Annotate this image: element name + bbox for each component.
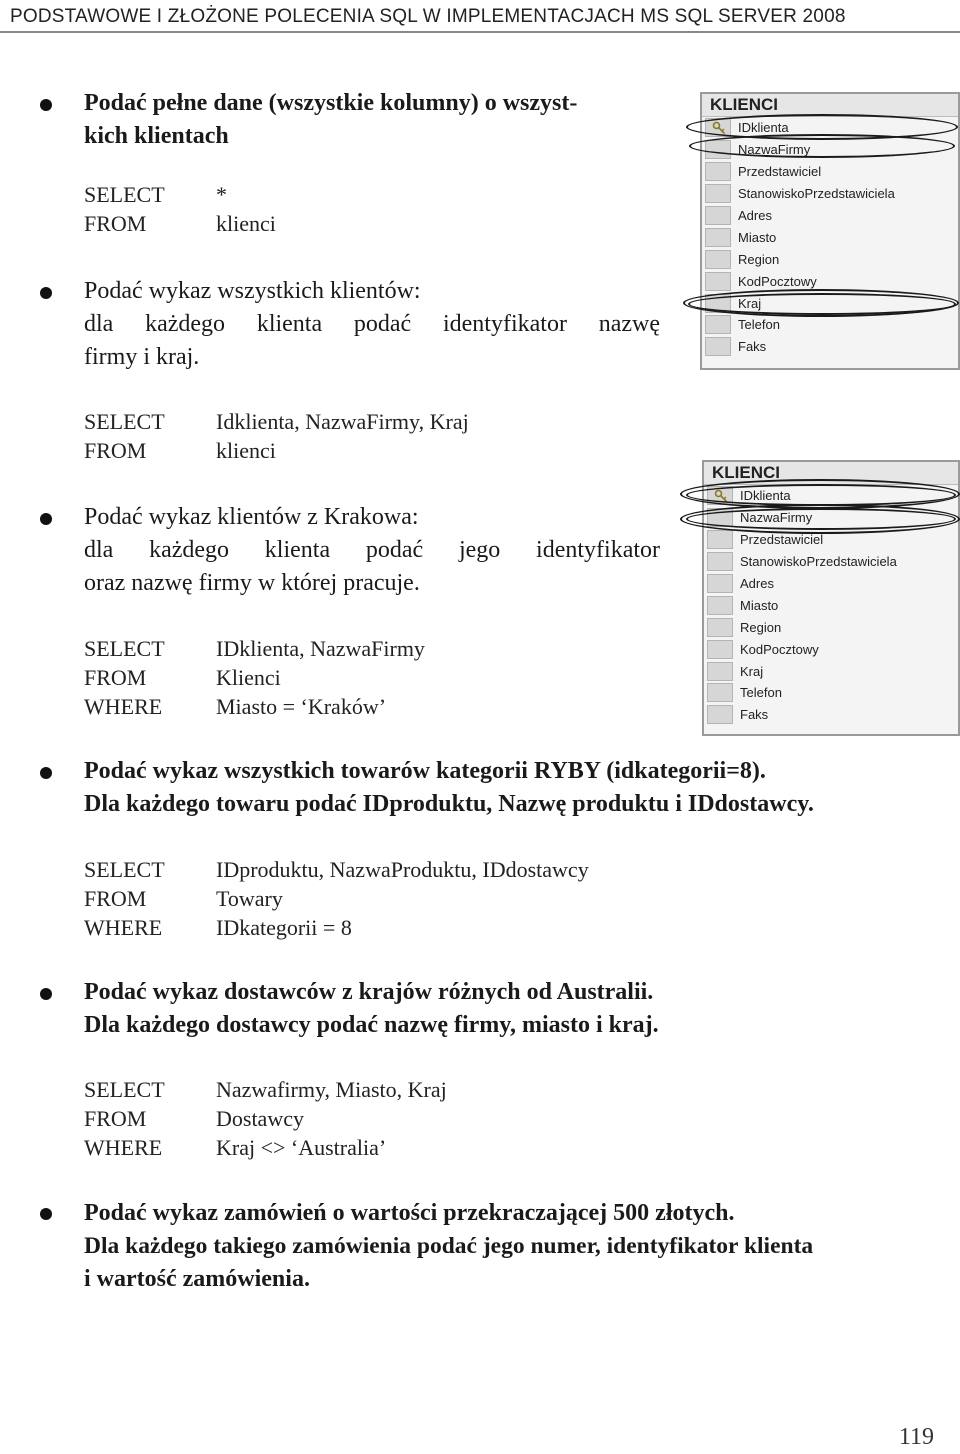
table-field-row [702,314,958,336]
task-5-line-1: Podać wykaz dostawców z krajów różnych od Australii. [84,979,654,1005]
row-selector [705,315,731,334]
row-selector [705,162,731,181]
table-field: Faks [740,707,769,723]
sql-5 [84,1075,447,1162]
row-selector [707,640,733,659]
row-selector [707,508,733,527]
table-diagram-klienci-1 [700,92,960,370]
page-header: PODSTAWOWE I ZŁOŻONE POLECENIA SQL W IMPLEMENTACJACH MS SQL SERVER 2008 [10,6,846,27]
table-field-row [702,161,958,183]
row-selector [707,596,733,615]
task-3-line-3: oraz nazwę firmy w której pracuje. [84,570,420,596]
table-field: NazwaFirmy [738,142,811,158]
sql-row [84,209,276,238]
sql-keyword: SELECT [84,636,165,661]
table-field-row [702,183,958,205]
table-field: Faks [738,339,767,355]
table-field: IDklienta [738,120,789,136]
row-selector [705,118,731,137]
table-field-row [704,660,958,682]
sql-keyword: WHERE [84,694,163,719]
table-field: KodPocztowy [738,273,817,289]
task-6 [84,1197,958,1296]
table-field-row [702,292,958,314]
sql-argument: Miasto = ‘Kraków’ [216,694,387,719]
sql-1 [84,180,276,238]
task-3 [84,501,660,600]
table-field-row [704,485,958,507]
row-selector [705,272,731,291]
sql-row [84,634,425,663]
sql-argument: Nazwafirmy, Miasto, Kraj [216,1077,447,1102]
row-selector [707,683,733,702]
sql-argument: Idklienta, NazwaFirmy, Kraj [216,409,469,434]
bullet [40,99,52,111]
sql-argument: Kraj <> ‘Australia’ [216,1135,387,1160]
table-field-row [704,594,958,616]
sql-argument: klienci [216,438,276,463]
table-field: Region [740,619,782,635]
table-title: KLIENCI [702,94,958,117]
sql-keyword: SELECT [84,409,165,434]
table-field-row [702,226,958,248]
task-3-line-1: Podać wykaz klientów z Krakowa: [84,504,419,530]
sql-4 [84,855,589,942]
key-icon [714,489,728,503]
header-rule [0,31,960,33]
bullet [40,513,52,525]
task-2-line-2: dla każdego klienta podać identyfikator nazwę [84,311,660,337]
task-4 [84,755,954,821]
row-selector [705,250,731,269]
table-field-row [702,205,958,227]
table-field: StanowiskoPrzedstawiciela [740,554,897,570]
sql-keyword: SELECT [84,857,165,882]
sql-argument: IDkategorii = 8 [216,915,352,940]
sql-argument: * [216,182,227,207]
sql-2 [84,407,469,465]
table-field-row [702,117,958,139]
table-field-row [704,638,958,660]
sql-keyword: FROM [84,886,147,911]
row-selector [705,228,731,247]
table-field-row [704,616,958,638]
sql-argument: Dostawcy [216,1106,304,1131]
table-field-row [702,139,958,161]
task-2-line-3: firmy i kraj. [84,344,200,370]
task-1-line-1: Podać pełne dane (wszystkie kolumny) o wszyst- [84,90,578,116]
table-field: Telefon [740,685,782,701]
task-1-line-2: kich klientach [84,123,229,149]
sql-keyword: SELECT [84,182,165,207]
table-field: Telefon [738,317,780,333]
sql-argument: Klienci [216,665,281,690]
table-field: Miasto [740,597,779,613]
sql-keyword: WHERE [84,1135,163,1160]
sql-row [84,884,589,913]
bullet [40,767,52,779]
sql-argument: IDklienta, NazwaFirmy [216,636,425,661]
table-field-row [702,248,958,270]
table-field: KodPocztowy [740,641,819,657]
sql-keyword: FROM [84,438,147,463]
sql-3 [84,634,425,721]
bullet [40,1208,52,1220]
sql-row [84,1133,447,1162]
task-1 [84,87,664,153]
sql-row [84,1075,447,1104]
table-field: IDklienta [740,488,791,504]
row-selector [707,574,733,593]
table-field: Adres [740,576,774,591]
sql-keyword: FROM [84,1106,147,1131]
table-field: Przedstawiciel [738,164,822,180]
task-6-line-3: i wartość zamówienia. [84,1266,310,1292]
sql-row [84,1104,447,1133]
bullet [40,287,52,299]
row-selector [707,486,733,505]
table-field-row [704,507,958,529]
task-6-line-2: Dla każdego takiego zamówienia podać jego numer, identyfikator klienta [84,1233,814,1259]
bullet [40,988,52,1000]
row-selector [707,552,733,571]
row-selector [705,294,731,313]
row-selector [705,140,731,159]
table-field-row [702,336,958,358]
sql-keyword: FROM [84,211,147,236]
table-field-row [704,573,958,595]
table-field: Przedstawiciel [740,532,824,548]
key-icon [712,121,726,135]
table-field: Miasto [738,229,777,245]
row-selector [705,184,731,203]
sql-keyword: SELECT [84,1077,165,1102]
sql-row [84,180,276,209]
sql-keyword: FROM [84,665,147,690]
row-selector [707,705,733,724]
sql-row [84,692,425,721]
task-6-line-1: Podać wykaz zamówień o wartości przekraczającej 500 złotych. [84,1200,735,1226]
table-field-row [704,551,958,573]
sql-row [84,663,425,692]
table-field-row [704,682,958,704]
task-5-line-2: Dla każdego dostawcy podać nazwę firmy, miasto i kraj. [84,1012,659,1038]
sql-row [84,407,469,436]
sql-argument: klienci [216,211,276,236]
table-title: KLIENCI [704,462,958,485]
sql-row [84,913,589,942]
page-number: 119 [898,1424,934,1450]
table-field: Kraj [740,663,764,679]
sql-argument: Towary [216,886,283,911]
row-selector [707,662,733,681]
sql-row [84,436,469,465]
row-selector [705,337,731,356]
table-field: StanowiskoPrzedstawiciela [738,186,895,202]
sql-argument: IDproduktu, NazwaProduktu, IDdostawcy [216,857,589,882]
row-selector [705,206,731,225]
row-selector [707,618,733,637]
table-field: NazwaFirmy [740,510,813,526]
table-field: Region [738,251,780,267]
table-field-row [704,529,958,551]
task-2-line-1: Podać wykaz wszystkich klientów: [84,278,421,304]
row-selector [707,530,733,549]
table-field: Adres [738,208,772,223]
table-diagram-klienci-2 [702,460,960,736]
task-5 [84,976,954,1042]
table-field-row [704,704,958,726]
task-2 [84,275,660,374]
table-field: Kraj [738,295,762,311]
task-4-line-1: Podać wykaz wszystkich towarów kategorii RYBY (idkategorii=8). [84,758,766,784]
sql-keyword: WHERE [84,915,163,940]
task-3-line-2: dla każdego klienta podać jego identyfikator [84,537,660,563]
sql-row [84,855,589,884]
task-4-line-2: Dla każdego towaru podać IDproduktu, Nazwę produktu i IDdostawcy. [84,791,814,817]
table-field-row [702,270,958,292]
